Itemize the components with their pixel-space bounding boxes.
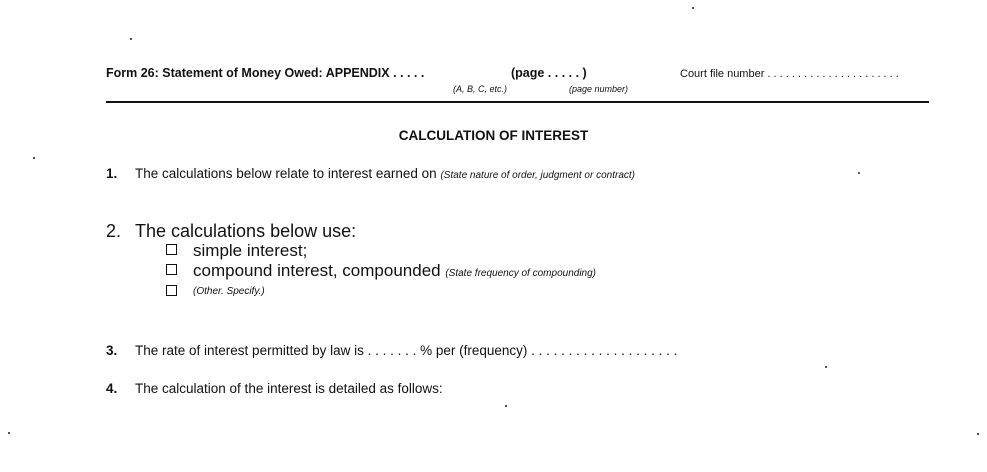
compound-interest-label (193, 262, 596, 282)
item-1-label: The calculations below relate to interest earned on (135, 166, 437, 181)
scan-speck (505, 405, 507, 407)
item-2-text: The calculations below use: (135, 221, 357, 241)
item-1-note: (State nature of order, judgment or contract) (440, 170, 635, 181)
page-title: CALCULATION OF INTEREST (398, 128, 589, 143)
other-interest-checkbox[interactable] (166, 285, 177, 296)
compound-interest-checkbox[interactable] (166, 264, 177, 275)
item-1-number: 1. (106, 166, 118, 181)
court-file-number: Court file number . . . . . . . . . . . . . . . . . . . . . . (680, 68, 899, 80)
simple-interest-label: simple interest; (193, 241, 308, 260)
compound-interest-text: compound interest, compounded (193, 261, 441, 280)
scan-speck (692, 7, 694, 9)
appendix-hint: (A, B, C, etc.) (453, 84, 508, 94)
scan-speck (825, 366, 827, 368)
item-3-number: 3. (106, 343, 118, 358)
scan-speck (977, 433, 979, 435)
item-3-text: The rate of interest permitted by law is . . . . . . . % per (frequency) . . . . . . . . . . . . . . . . . . . . (135, 343, 678, 358)
page-reference: (page . . . . . ) (511, 66, 587, 80)
scan-speck (8, 432, 10, 434)
compound-frequency-note: (State frequency of compounding) (445, 268, 596, 279)
simple-interest-checkbox[interactable] (166, 244, 177, 255)
scan-speck (130, 38, 132, 40)
other-interest-label: (Other. Specify.) (193, 286, 265, 297)
scan-speck (858, 172, 860, 174)
item-1-text (135, 166, 635, 181)
form-title: Form 26: Statement of Money Owed: APPENDIX . . . . . (106, 66, 425, 80)
item-4-text: The calculation of the interest is detailed as follows: (135, 381, 443, 396)
page-number-hint: (page number) (569, 84, 629, 94)
header-rule (106, 101, 929, 103)
item-2-number: 2. (106, 221, 122, 241)
scan-speck (33, 157, 35, 159)
item-4-number: 4. (106, 381, 118, 396)
